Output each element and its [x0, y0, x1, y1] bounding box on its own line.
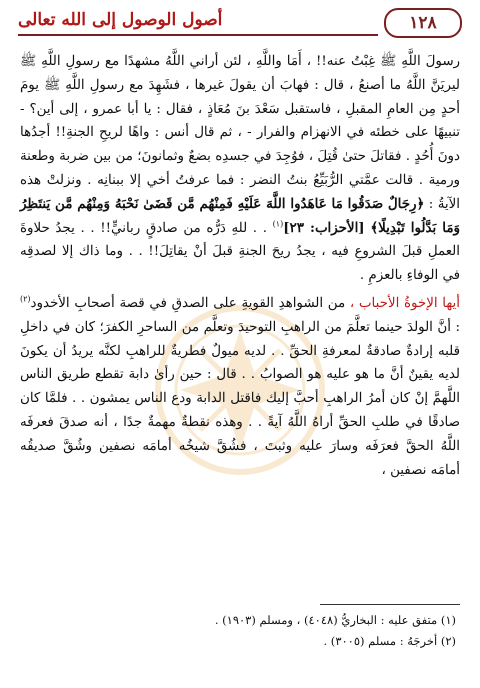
footnote-rule — [320, 604, 460, 605]
paragraph — [20, 50, 460, 288]
paragraph — [20, 292, 460, 482]
footnote-marker: (١) — [272, 219, 284, 229]
paragraph-text: : أنَّ الولدَ حينما تعلَّمَ من الراهبِ التوحيدَ وتعلَّم من الساحرِ الكفرَ؛ كان في داخلِ قلبه إرادةٌ صادقةٌ لمعرفةِ الحقِّ . . لديه ميولٌ فطريةٌ للراهبِ لكنَّه يريدُ أن يكونَ لديه يقينٌ أنَّ ما هو عليه هو الصوابُ . . قال : حين رأىٰ دابة تقطع طريق الناس اللَّهمَّ إنْ كان أمرُ الراهبِ أحبَّ إليك فاقتل الدابة ودع الناس يمشون . . فلمَّا كان صادقًا في طلبِ الحقِّ أراهُ اللَّهُ آيةً . . وهذه نقطةٌ مهمةٌ جدًا ، أنه صدقَ فعرفَه اللَّهُ الحقَّ فعرَفَه وسارَ عليه وثبتَ ، فشُقَّ شيخُه أمامَه نصفين وشُقَّ صديقُه أمامَه نصفين ، — [20, 319, 460, 478]
footnotes — [20, 610, 456, 652]
footnote: (٢) أخرجَهُ : مسلم (٣٠٠٥) . — [323, 634, 456, 648]
quran-verse: ﴿رِجَالٌ صَدَقُوا مَا عَاهَدُوا اللَّهَ عَلَيْهِ فَمِنْهُم مَّن قَضَىٰ نَحْبَهُ وَمِنْهُم مَّن يَنتَظِرُ وَمَا بَدَّلُوا تَبْدِيلًا﴾ — [20, 195, 460, 236]
body-text — [20, 50, 460, 482]
footnote: (١) متفق عليه : البخاريُّ (٤٠٤٨) ، ومسلم (١٩٠٣) . — [214, 613, 456, 627]
book-title: أصول الوصول إلى الله تعالى — [18, 10, 223, 30]
header-rule — [18, 34, 378, 36]
quran-reference: [الأحزاب: ٢٣] — [283, 219, 365, 236]
footnote-marker: (٢) — [20, 294, 31, 304]
page-header — [18, 6, 462, 36]
paragraph-text: رسولَ اللَّهِ ﷺ غِبْتُ عنه!! ، أَمَا واللَّهِ ، لئن أراني اللَّهُ مشهدًا مع رسولِ اللَّهِ ﷺ ليريَنَّ اللَّهُ ما أصنعُ ، قال : فهابَ أن يقولَ غيرها ، فشَهِدَ مع رسولِ اللَّهِ ﷺ يومَ أحدٍ مِن العامِ المقبلِ ، فاستقبل سَعْدَ بنَ مُعَاذٍ ، فقال : يا أبا عمرو ، إلى أين؟ - تنبيهًا على خطئه في الانهزام والفرار - ، ثم قال أنس : واهًا لريحِ الجنةِ!! أجدُها دونَ أُحُدٍ . فقاتلَ حتىٰ قُتِلَ ، فوُجِدَ في جسدِه بضعٌ وثمانونَ؛ من بين ضربة وطعنة ورمية . قالت عمَّتي الرُّبَيِّعُ بنتُ النضر : فما عرفتُ أخي إلا ببنانِه . ونزلتْ هذه الآيةُ : — [20, 54, 460, 212]
paragraph-text: . . للهِ دَرُّه من صادقٍ ربانيٍّ!! . . يجدُ حلاوةَ العملِ قبلَ الشروعِ فيه ، يجدُ ريحَ الجنةِ قبلَ أنْ يقاتِلَ!! . . وما ذاك إلا لصدقِه في الوفاءِ بالعزمِ . — [20, 220, 460, 284]
section-heading: أيها الإخوةُ الأحباب ، — [349, 295, 460, 311]
page-number: ١٢٨ — [384, 8, 462, 38]
paragraph-text: من الشواهدِ القويةِ على الصدقِ في قصة أصحابِ الأخدود — [30, 295, 346, 311]
